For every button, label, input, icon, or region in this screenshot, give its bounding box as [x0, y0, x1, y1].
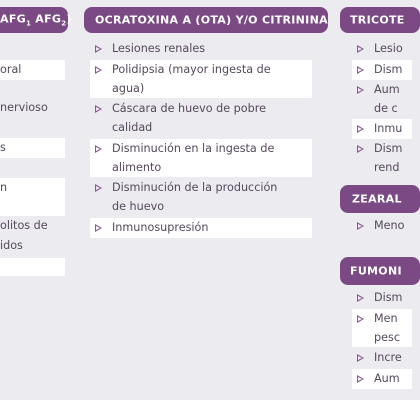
trichothecene-item-4: Inmu — [352, 119, 412, 139]
bullet-triangle-icon — [357, 145, 364, 153]
ochratoxin-item-6: Inmunosupresión — [90, 218, 312, 238]
bullet-triangle-icon — [95, 105, 102, 113]
bullet-triangle-icon — [95, 45, 102, 53]
aflatoxin-item-5: olitos de idos — [0, 219, 48, 252]
trichothecene-header: TRICOTE — [340, 7, 420, 33]
aflatoxin-item-6 — [0, 258, 65, 276]
aflatoxin-item-1: oral — [0, 60, 65, 80]
aflatoxin-header-sub2: 2 — [61, 19, 67, 28]
ochratoxin-header: OCRATOXINA A (OTA) Y/O CITRININA — [84, 7, 328, 33]
trichothecene-item-2: Dism — [352, 60, 412, 80]
aflatoxin-item-2: nervioso — [0, 101, 48, 114]
bullet-triangle-icon — [357, 354, 364, 362]
bullet-triangle-icon — [357, 86, 364, 94]
fumonisin-item-3: Incre — [352, 348, 412, 368]
ochratoxin-item-2: Polidipsia (mayor ingesta de agua) — [90, 60, 312, 98]
ochratoxin-item-4: Disminución en la ingesta de alimento — [90, 139, 312, 177]
aflatoxin-header-afg2: AFG — [31, 12, 62, 26]
ochratoxin-item-1: Lesiones renales — [90, 39, 312, 59]
trichothecene-item-3: Aum de c — [352, 80, 412, 118]
ochratoxin-item-5: Disminución de la producción de huevo — [90, 178, 312, 216]
bullet-triangle-icon — [357, 125, 364, 133]
bullet-triangle-icon — [357, 315, 364, 323]
ochratoxin-item-3: Cáscara de huevo de pobre calidad — [90, 99, 312, 137]
aflatoxin-item-3: s — [0, 138, 65, 158]
bullet-triangle-icon — [357, 66, 364, 74]
bullet-triangle-icon — [95, 184, 102, 192]
aflatoxin-item-4: n — [0, 178, 65, 216]
aflatoxin-header — [0, 7, 72, 33]
aflatoxin-header-sub1: 1 — [25, 19, 32, 28]
fumonisin-item-4: Aum — [352, 369, 412, 389]
bullet-triangle-icon — [357, 294, 364, 302]
zearalenone-header: ZEARAL — [340, 185, 420, 213]
aflatoxin-header-afg1: AFG — [0, 12, 26, 26]
bullet-triangle-icon — [357, 45, 364, 53]
fumonisin-item-2: Men pesc — [352, 309, 412, 347]
bullet-triangle-icon — [95, 66, 102, 74]
trichothecene-item-1: Lesio — [352, 39, 412, 59]
bullet-triangle-icon — [95, 224, 102, 232]
bullet-triangle-icon — [357, 375, 364, 383]
bullet-triangle-icon — [357, 222, 364, 230]
fumonisin-header: FUMONI — [340, 257, 420, 285]
zearalenone-item-1: Meno — [352, 216, 412, 236]
trichothecene-item-5: Dism rend — [352, 139, 412, 177]
aflatoxin-header-close: ) — [66, 12, 72, 26]
bullet-triangle-icon — [95, 145, 102, 153]
fumonisin-item-1: Dism — [352, 288, 412, 308]
